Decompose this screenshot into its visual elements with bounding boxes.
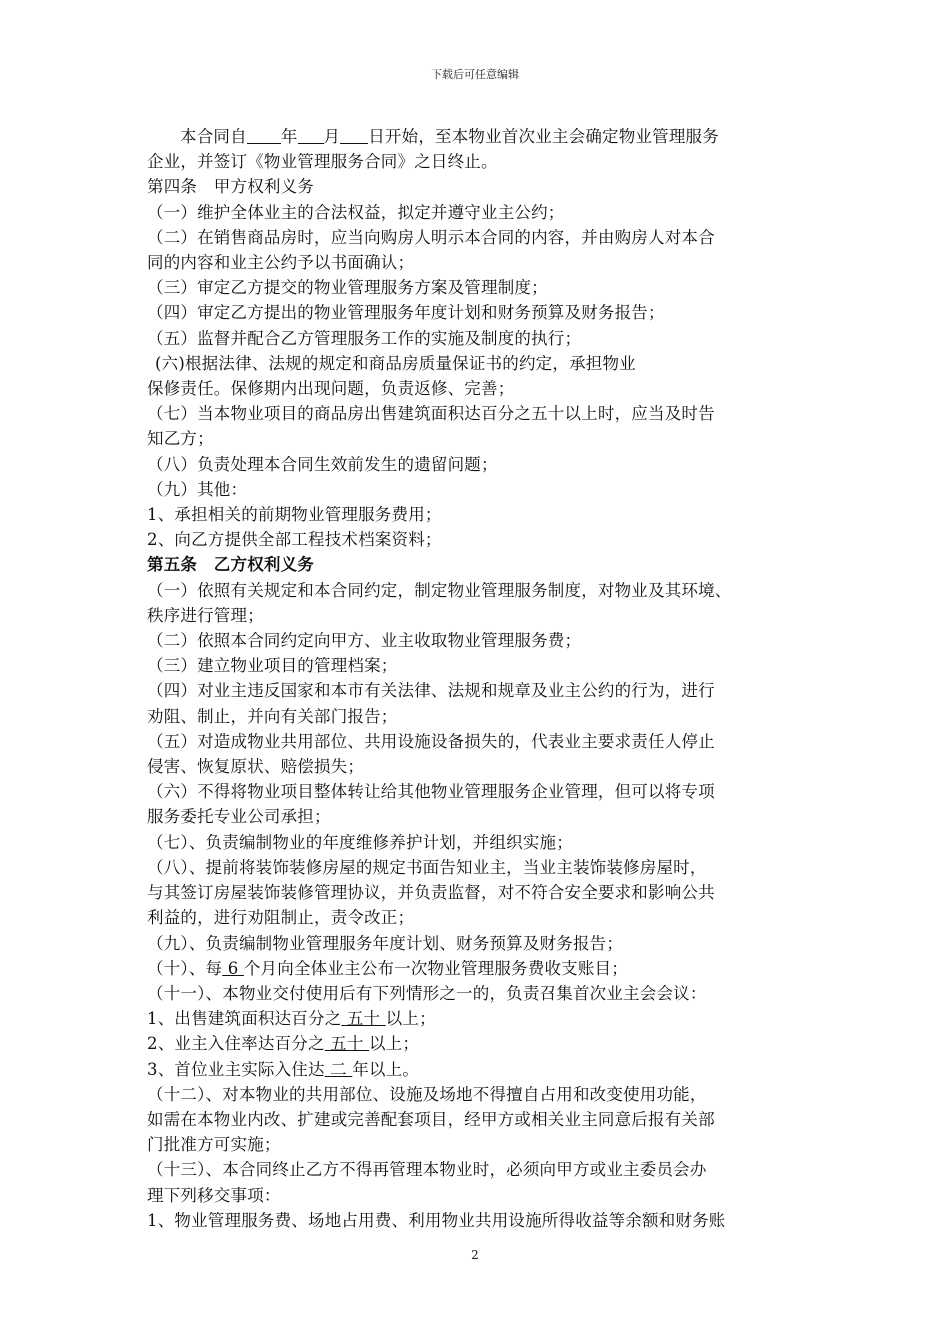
paragraph-line: 企业，并签订《物业管理服务合同》之日终止。 xyxy=(147,152,498,172)
clause-line: （五）监督并配合乙方管理服务工作的实施及制度的执行； xyxy=(147,328,582,348)
clause-line: 理下列移交事项： xyxy=(147,1185,281,1205)
clause-line: （十三）、本合同终止乙方不得再管理本物业时，必须向甲方或业主委员会办 xyxy=(147,1160,707,1180)
document-body xyxy=(147,124,827,1233)
clause-line: 服务委托专业公司承担； xyxy=(147,807,331,827)
filled-value: 五十 xyxy=(324,1034,369,1054)
clause-line: （十）、每 6 个月向全体业主公布一次物业管理服务费收支账目； xyxy=(147,958,628,978)
clause-line: （二）依照本合同约定向甲方、业主收取物业管理服务费； xyxy=(147,631,582,651)
article-4-title: 第四条 甲方权利义务 xyxy=(147,177,314,197)
clause-line: 劝阻、制止，并向有关部门报告； xyxy=(147,706,398,726)
clause-line: （六）不得将物业项目整体转让给其他物业管理服务企业管理，但可以将专项 xyxy=(147,782,715,802)
blank-year xyxy=(247,127,281,144)
page-number: 2 xyxy=(471,1248,479,1262)
clause-line: 3、首位业主实际入住达 二 年以上。 xyxy=(147,1059,420,1079)
clause-line: 保修责任。保修期内出现问题，负责返修、完善； xyxy=(147,379,515,399)
clause-line: （一）维护全体业主的合法权益，拟定并遵守业主公约； xyxy=(147,202,565,222)
blank-month xyxy=(298,127,324,144)
paragraph-term: 本合同自 年 月 日开始，至本物业首次业主会确定物业管理服务 xyxy=(180,127,719,146)
clause-line: （八）、提前将装饰装修房屋的规定书面告知业主，当业主装饰装修房屋时， xyxy=(147,857,707,877)
clause-line: 1、物业管理服务费、场地占用费、利用物业共用设施所得收益等余额和财务账 xyxy=(147,1210,726,1230)
filled-value: 二 xyxy=(324,1059,353,1079)
clause-line: 2、业主入住率达百分之 五十 以上； xyxy=(147,1034,420,1054)
clause-line: 知乙方； xyxy=(147,429,214,449)
filled-value: 五十 xyxy=(341,1009,386,1029)
clause-line: 1、出售建筑面积达百分之 五十 以上； xyxy=(147,1009,436,1029)
clause-line: （九）、负责编制物业管理服务年度计划、财务预算及财务报告； xyxy=(147,933,624,953)
clause-line: 秩序进行管理； xyxy=(147,605,264,625)
clause-line: （四）对业主违反国家和本市有关法律、法规和规章及业主公约的行为，进行 xyxy=(147,681,715,701)
clause-line: 如需在本物业内改、扩建或完善配套项目，经甲方或相关业主同意后报有关部 xyxy=(147,1109,715,1129)
clause-line: （五）对造成物业共用部位、共用设施设备损失的，代表业主要求责任人停止 xyxy=(147,731,715,751)
clause-line: （十一）、本物业交付使用后有下列情形之一的，负责召集首次业主会会议： xyxy=(147,983,707,1003)
filled-value: 6 xyxy=(222,958,244,978)
article-5-title: 第五条 乙方权利义务 xyxy=(147,555,314,575)
blank-day xyxy=(340,127,368,144)
page-header: 下载后可任意编辑 xyxy=(431,68,519,81)
clause-line: （一）依照有关规定和本合同约定，制定物业管理服务制度，对物业及其环境、 xyxy=(147,580,732,600)
clause-line: （三）审定乙方提交的物业管理服务方案及管理制度； xyxy=(147,278,548,298)
clause-line: （七）、负责编制物业的年度维修养护计划，并组织实施； xyxy=(147,832,573,852)
clause-line: 2、向乙方提供全部工程技术档案资料； xyxy=(147,530,442,550)
clause-line: 同的内容和业主公约予以书面确认； xyxy=(147,253,415,273)
clause-line: 利益的，进行劝阻制止，责令改正； xyxy=(147,908,415,928)
clause-line: 与其签订房屋装饰装修管理协议，并负责监督，对不符合安全要求和影响公共 xyxy=(147,883,715,903)
clause-line: （四）审定乙方提出的物业管理服务年度计划和财务预算及财务报告； xyxy=(147,303,665,323)
clause-line: 侵害、恢复原状、赔偿损失； xyxy=(147,757,365,777)
clause-line: （二）在销售商品房时，应当向购房人明示本合同的内容，并由购房人对本合 xyxy=(147,227,715,247)
clause-line: （三）建立物业项目的管理档案； xyxy=(147,656,398,676)
clause-line: （七）当本物业项目的商品房出售建筑面积达百分之五十以上时，应当及时告 xyxy=(147,404,715,424)
clause-line: (六)根据法律、法规的规定和商品房质量保证书的约定，承担物业 xyxy=(155,353,636,373)
clause-line: 门批准方可实施； xyxy=(147,1135,281,1155)
clause-line: 1、承担相关的前期物业管理服务费用； xyxy=(147,505,442,525)
clause-line: （九）其他： xyxy=(147,479,248,499)
clause-line: （八）负责处理本合同生效前发生的遗留问题； xyxy=(147,454,498,474)
clause-line: （十二）、对本物业的共用部位、设施及场地不得擅自占用和改变使用功能， xyxy=(147,1084,707,1104)
